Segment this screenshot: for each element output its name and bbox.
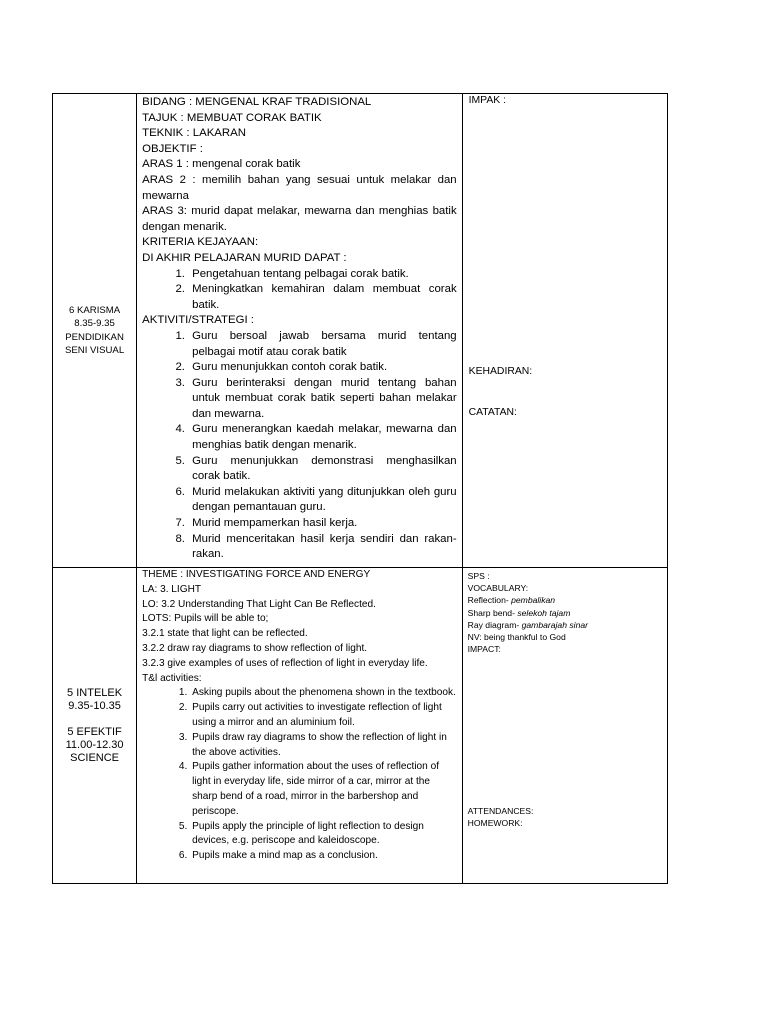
teknik-line: TEKNIK : LAKARAN <box>142 127 246 140</box>
kehadiran-label: KEHADIRAN: <box>468 366 533 377</box>
class-time-1: 9.35-10.35 <box>68 699 121 712</box>
class-name-1: 5 INTELEK <box>67 686 123 699</box>
activity-item: 2. Guru menunjukkan contoh corak batik. <box>188 360 457 376</box>
activity-item: 3. Pupils draw ray diagrams to show the reflection of light in the above activities. <box>190 731 457 761</box>
criteria-item: 2. Meningkatkan kemahiran dalam membuat corak batik. <box>188 282 457 313</box>
activity-item: 7. Murid mempamerkan hasil kerja. <box>188 516 457 532</box>
lesson-plan-table <box>52 93 668 884</box>
criteria-list <box>142 267 457 314</box>
activity-item: 8. Murid menceritakan hasil kerja sendiri dan rakan-rakan. <box>188 532 457 563</box>
activity-item: 1. Guru bersoal jawab bersama murid tentang pelbagai motif atau corak batik <box>188 329 457 360</box>
class-time-2: 11.00-12.30 <box>65 738 124 751</box>
vocab-item: Ray diagram- gambarajah sinar <box>467 619 589 630</box>
la-line: LA: 3. LIGHT <box>142 583 202 595</box>
homework-label: HOMEWORK: <box>467 818 523 829</box>
bidang-line: BIDANG : MENGENAL KRAF TRADISIONAL <box>142 96 372 108</box>
vocabulary-heading: VOCABULARY: <box>467 583 529 594</box>
lots-item: 3.2.2 draw ray diagrams to show reflection of light. <box>142 642 368 654</box>
lots-item: 3.2.1 state that light can be reflected. <box>142 628 308 640</box>
lesson-content-cell <box>137 568 463 884</box>
nv-line: NV: being thankful to God <box>467 632 566 643</box>
strategy-heading: AKTIVITI/STRATEGI : <box>142 314 254 327</box>
attendances-label: ATTENDANCES: <box>467 806 534 816</box>
activity-item: 3. Guru berinteraksi dengan murid tentang bahan untuk membuat corak batik seperti bahan melakar dan mewarna. <box>188 376 457 423</box>
aras-2: ARAS 2 : memilih bahan yang sesuai untuk melakar dan mewarna <box>142 173 457 202</box>
lots-item: 3.2.3 give examples of uses of reflection of light in everyday life. <box>142 657 428 669</box>
activity-item: 5. Guru menunjukkan demonstrasi menghasilkan corak batik. <box>188 454 457 485</box>
activities-heading: T&l activities: <box>142 672 202 684</box>
subject-name: SCIENCE <box>70 751 120 764</box>
activity-item: 6. Pupils make a mind map as a conclusion. <box>190 849 457 864</box>
subject-line-2: SENI VISUAL <box>64 345 125 356</box>
notes-cell <box>462 568 667 884</box>
activity-item: 4. Guru menerangkan kaedah melakar, mewarna dan menghias batik dengan menarik. <box>188 422 457 453</box>
activity-item: 1. Asking pupils about the phenomena shown in the textbook. <box>190 686 457 701</box>
lesson-row-science <box>53 568 668 884</box>
class-time: 8.35-9.35 <box>74 318 115 329</box>
aras-1: ARAS 1 : mengenal corak batik <box>142 158 301 171</box>
class-info-cell <box>53 568 137 884</box>
class-info-cell <box>53 94 137 568</box>
class-name: 6 KARISMA <box>68 304 121 316</box>
vocab-item: Reflection- pembalikan <box>467 595 556 606</box>
criteria-intro: DI AKHIR PELAJARAN MURID DAPAT : <box>142 251 347 264</box>
lesson-content-cell <box>137 94 463 568</box>
activity-item: 5. Pupils apply the principle of light reflection to design devices, e.g. periscope and kaleidoscope. <box>190 820 457 850</box>
impak-label: IMPAK : <box>468 95 506 106</box>
class-name-2: 5 EFEKTIF <box>67 725 122 738</box>
lesson-row-seni-visual <box>53 94 668 568</box>
kriteria-heading: KRITERIA KEJAYAAN: <box>142 236 259 249</box>
lo-line: LO: 3.2 Understanding That Light Can Be Reflected. <box>142 598 376 610</box>
criteria-item: 1. Pengetahuan tentang pelbagai corak batik. <box>188 267 457 283</box>
notes-footer <box>468 805 534 829</box>
subject-line-1: PENDIDIKAN <box>65 331 124 343</box>
lots-line: LOTS: Pupils will be able to; <box>142 613 269 625</box>
activity-item: 4. Pupils gather information about the uses of reflection of light in everyday life, side mirror of a car, mirror at the sharp bend of a road, mirror in the barbershop and periscope. <box>190 760 457 819</box>
tajuk-line: TAJUK : MEMBUAT CORAK BATIK <box>142 111 322 124</box>
theme-line: THEME : INVESTIGATING FORCE AND ENERGY <box>142 569 371 580</box>
activity-list <box>142 329 457 563</box>
activity-item: 6. Murid melakukan aktiviti yang ditunjukkan oleh guru dengan pemantauan guru. <box>188 485 457 516</box>
aras-3: ARAS 3: murid dapat melakar, mewarna dan menghias batik dengan menarik. <box>142 205 457 233</box>
activity-item: 2. Pupils carry out activities to investigate reflection of light using a mirror and an aluminium foil. <box>190 701 457 731</box>
impact-label: IMPACT: <box>467 644 501 655</box>
sps-label: SPS : <box>467 571 490 581</box>
objektif-heading: OBJEKTIF : <box>142 142 203 155</box>
vocab-item: Sharp bend- selekoh tajam <box>467 607 571 618</box>
catatan-label: CATATAN: <box>468 407 517 418</box>
activity-list <box>142 686 457 864</box>
notes-cell <box>462 94 667 568</box>
